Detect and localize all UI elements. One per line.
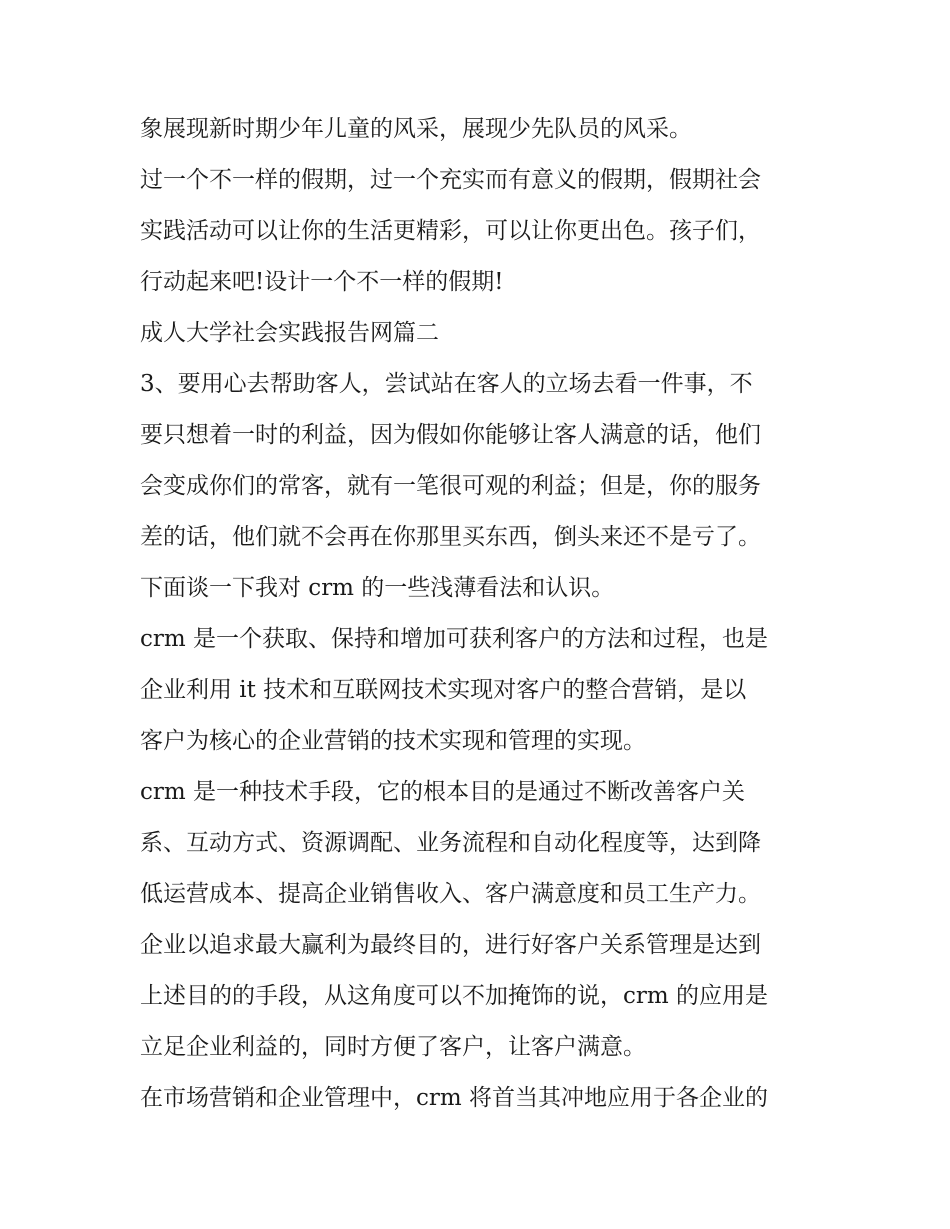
text-line: 下面谈一下我对 crm 的一些浅薄看法和认识。 — [140, 575, 615, 601]
text-line: crm 是一种技术手段，它的根本目的是通过不断改善客户关 — [140, 779, 745, 805]
text-line: 象展现新时期少年儿童的风采，展现少先队员的风采。 — [140, 116, 692, 142]
text-line: 企业以追求最大赢利为最终目的，进行好客户关系管理是达到 — [140, 932, 761, 958]
text-line: 要只想着一时的利益，因为假如你能够让客人满意的话，他们 — [140, 422, 761, 448]
document-body — [140, 104, 820, 1124]
text-line: 3、要用心去帮助客人，尝试站在客人的立场去看一件事，不 — [140, 371, 753, 397]
text-line: crm 是一个获取、保持和增加可获利客户的方法和过程，也是 — [140, 626, 768, 652]
text-line: 上述目的的手段，从这角度可以不加掩饰的说，crm 的应用是 — [140, 983, 768, 1009]
text-line: 企业利用 it 技术和互联网技术实现对客户的整合营销，是以 — [140, 677, 747, 703]
text-line: 差的话，他们就不会再在你那里买东西，倒头来还不是亏了。 — [140, 524, 761, 550]
text-line: 实践活动可以让你的生活更精彩，可以让你更出色。孩子们， — [140, 218, 761, 244]
text-line: 在市场营销和企业管理中，crm 将首当其冲地应用于各企业的 — [140, 1085, 768, 1111]
text-line: 立足企业利益的，同时方便了客户，让客户满意。 — [140, 1034, 646, 1060]
text-line: 客户为核心的企业营销的技术实现和管理的实现。 — [140, 728, 646, 754]
text-line: 低运营成本、提高企业销售收入、客户满意度和员工生产力。 — [140, 881, 761, 907]
text-line: 行动起来吧!设计一个不一样的假期! — [140, 269, 504, 295]
text-line: 过一个不一样的假期，过一个充实而有意义的假期，假期社会 — [140, 167, 761, 193]
section-heading: 成人大学社会实践报告网篇二 — [140, 320, 439, 346]
text-line: 会变成你们的常客，就有一笔很可观的利益；但是，你的服务 — [140, 473, 761, 499]
text-line: 系、互动方式、资源调配、业务流程和自动化程度等，达到降 — [140, 830, 761, 856]
